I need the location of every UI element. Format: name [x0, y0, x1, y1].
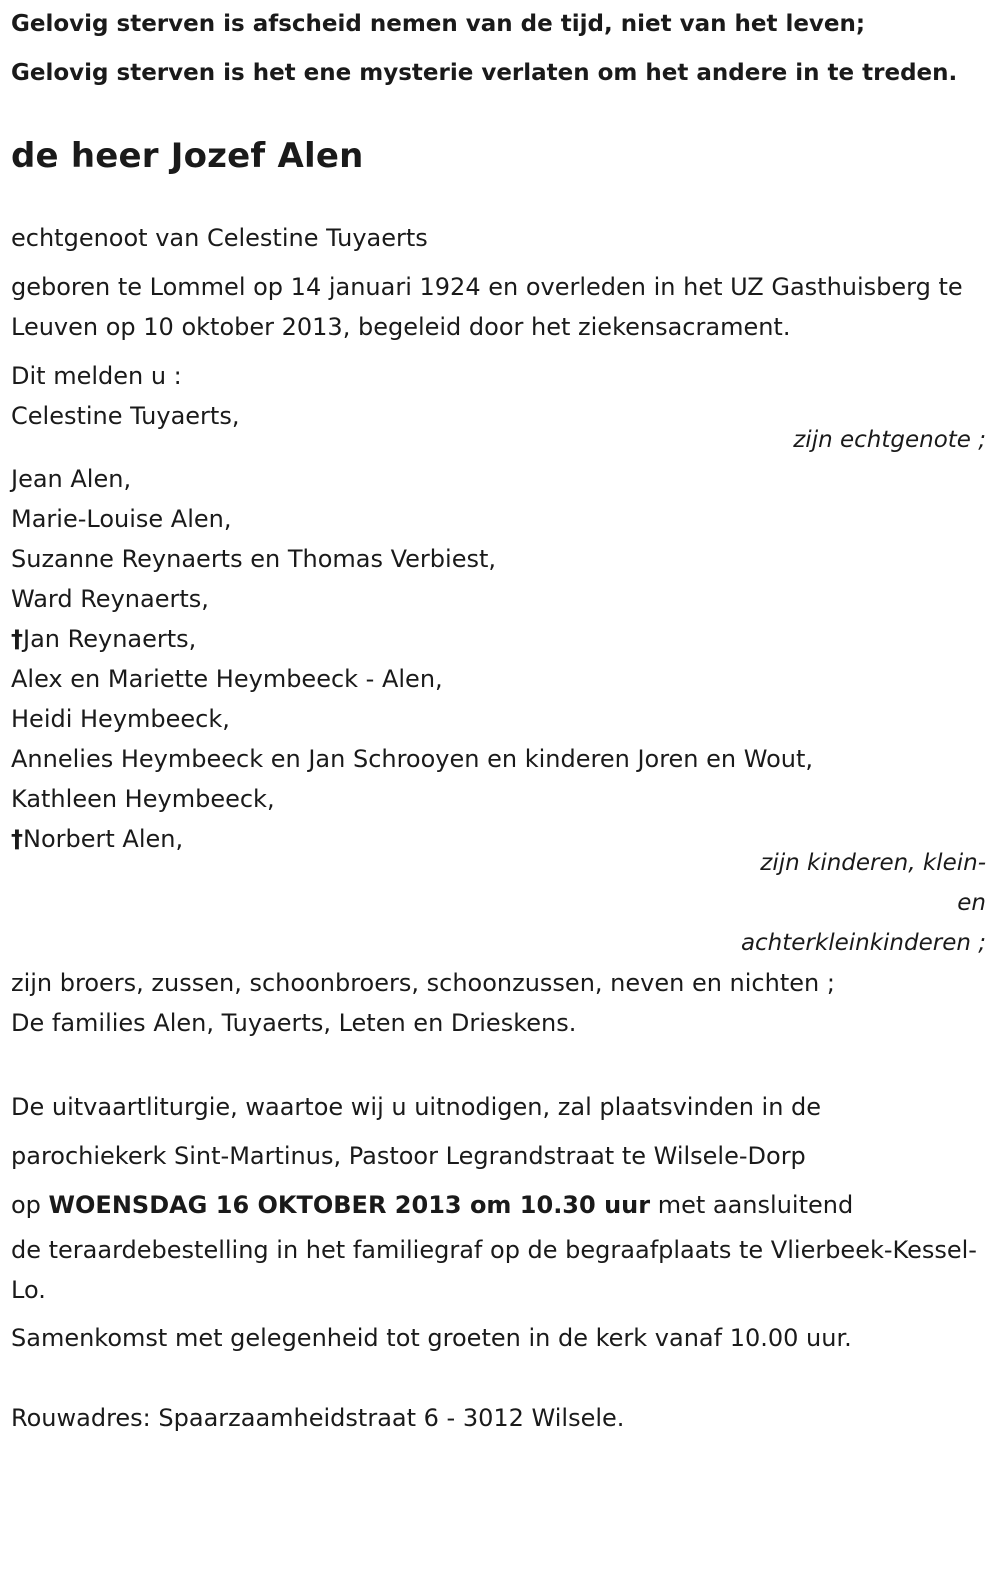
- funeral-date: WOENSDAG 16 OKTOBER 2013 om 10.30 uur: [48, 1191, 651, 1219]
- spouse-role: zijn echtgenote ;: [793, 427, 986, 453]
- funeral-line-3: op WOENSDAG 16 OKTOBER 2013 om 10.30 uur met aansluitend: [11, 1191, 854, 1219]
- quote-line-2: Gelovig sterven is het ene mysterie verlaten om het andere in te treden.: [11, 60, 958, 86]
- funeral-details: [11, 1083, 986, 1358]
- family-member: Heidi Heymbeeck,: [11, 705, 230, 733]
- family-member: Jean Alen,: [11, 465, 132, 493]
- obituary-notice: [11, 0, 986, 1438]
- family-member: Kathleen Heymbeeck,: [11, 785, 275, 813]
- family-member: Marie-Louise Alen,: [11, 505, 232, 533]
- cross-icon: †: [11, 825, 23, 853]
- funeral-line-1: De uitvaartliturgie, waartoe wij u uitnodigen, zal plaatsvinden in de: [11, 1093, 822, 1121]
- funeral-line-2: parochiekerk Sint-Martinus, Pastoor Legrandstraat te Wilsele-Dorp: [11, 1142, 806, 1170]
- funeral-line-4: de teraardebestelling in het familiegraf op de begraafplaats te Vlierbeek-Kessel-Lo.: [11, 1236, 977, 1304]
- spouse-name: Celestine Tuyaerts,: [11, 402, 240, 430]
- family-member: Alex en Mariette Heymbeeck - Alen,: [11, 665, 443, 693]
- families-line: De families Alen, Tuyaerts, Leten en Drieskens.: [11, 1009, 577, 1037]
- cross-icon: †: [11, 625, 23, 653]
- announcement-intro: Dit melden u :: [11, 362, 182, 390]
- mourning-address: Rouwadres: Spaarzaamheidstraat 6 - 3012 Wilsele.: [11, 1404, 625, 1432]
- meeting-line: Samenkomst met gelegenheid tot groeten in de kerk vanaf 10.00 uur.: [11, 1324, 852, 1352]
- family-member: †Jan Reynaerts,: [11, 625, 197, 653]
- children-list: [11, 459, 986, 859]
- family-member: †Norbert Alen,: [11, 825, 184, 853]
- family-member: Ward Reynaerts,: [11, 585, 209, 613]
- spouse-of: echtgenoot van Celestine Tuyaerts: [11, 224, 428, 252]
- birth-death-details: geboren te Lommel op 14 januari 1924 en overleden in het UZ Gasthuisberg te Leuven op 10 oktober 2013, begeleid door het ziekensacrament.: [11, 273, 963, 341]
- quote-line-1: Gelovig sterven is afscheid nemen van de tijd, niet van het leven;: [11, 11, 866, 37]
- family-member: Annelies Heymbeeck en Jan Schrooyen en kinderen Joren en Wout,: [11, 745, 814, 773]
- relatives-line: zijn broers, zussen, schoonbroers, schoonzussen, neven en nichten ;: [11, 969, 835, 997]
- family-member: Suzanne Reynaerts en Thomas Verbiest,: [11, 545, 497, 573]
- deceased-name: de heer Jozef Alen: [11, 136, 364, 176]
- children-role: zijn kinderen, klein- en achterkleinkinderen ;: [740, 850, 986, 956]
